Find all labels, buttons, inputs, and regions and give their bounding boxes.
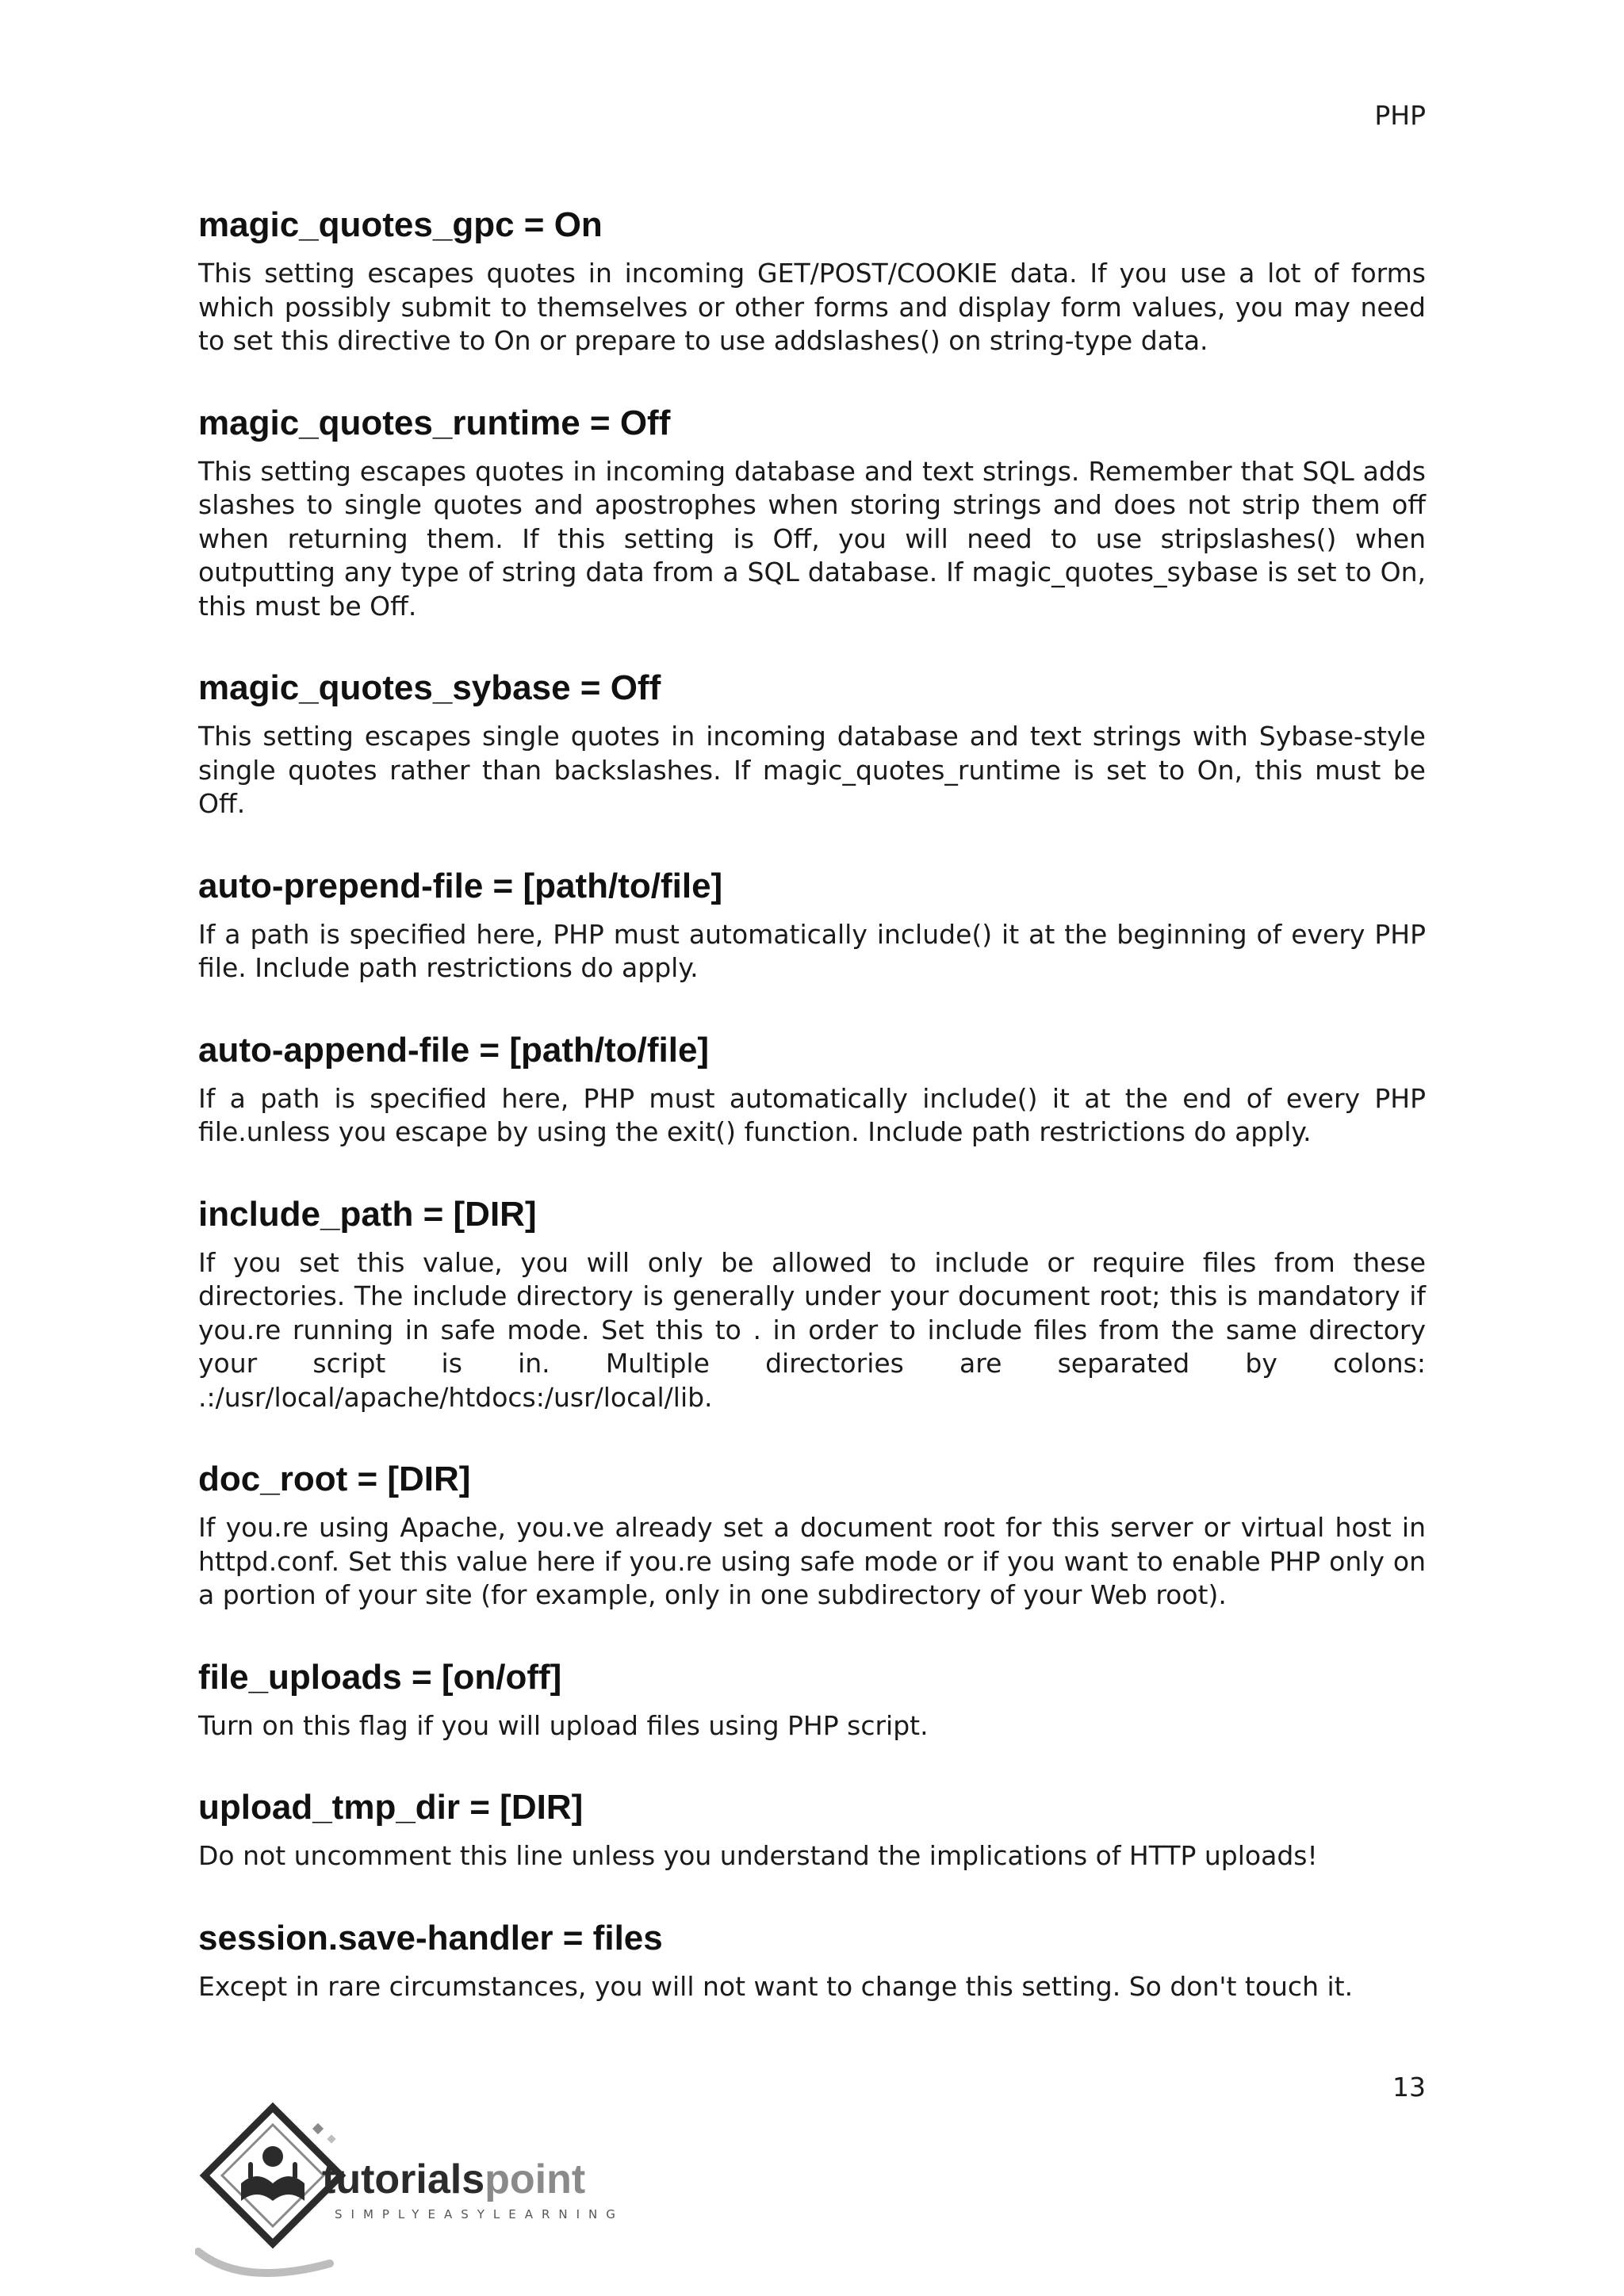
section-heading: include_path = [DIR] bbox=[198, 1194, 537, 1234]
section-paragraph: This setting escapes single quotes in incoming database and text strings with Sybase-style single quotes rather than backslashes. If magic_quotes_runtime is set to On, this must be Off. bbox=[198, 721, 1426, 819]
section-paragraph: If you.re using Apache, you.ve already set a document root for this server or virtual host in httpd.conf. Set this value here if you.re using safe mode or if you want to enable PHP only on a portion of your site (for example, only in one subdirectory of your Web root). bbox=[198, 1512, 1426, 1610]
section-paragraph: Do not uncomment this line unless you understand the implications of HTTP uploads! bbox=[198, 1840, 1318, 1871]
section-upload-tmp-dir bbox=[198, 1785, 1426, 1873]
section-heading: session.save-handler = files bbox=[198, 1918, 663, 1957]
section-magic-quotes-sybase bbox=[198, 666, 1426, 821]
section-paragraph: If you set this value, you will only be allowed to include or require files from these directories. The include directory is generally under your document root; this is mandatory if you.re running in safe mode. Set this to . in order to include files from the same directory your script is in. Multiple directories are separated by colons: .:/usr/local/apache/htdocs:/usr/local/lib. bbox=[198, 1246, 1426, 1413]
section-magic-quotes-gpc bbox=[198, 203, 1426, 358]
section-heading: auto-append-file = [path/to/file] bbox=[198, 1030, 710, 1070]
logo-wordmark: tutorialspoint bbox=[322, 2156, 586, 2202]
section-paragraph: Turn on this flag if you will upload files using PHP script. bbox=[198, 1709, 929, 1741]
logo-swoosh bbox=[198, 2252, 330, 2273]
section-heading: doc_root = [DIR] bbox=[198, 1460, 471, 1498]
section-auto-prepend-file bbox=[198, 864, 1426, 985]
section-magic-quotes-runtime bbox=[198, 401, 1426, 624]
section-paragraph: This setting escapes quotes in incoming GET/POST/COOKIE data. If you use a lot of forms which possibly submit to themselves or other forms and display form values, you may need to set this directive to On or prepare to use addslashes() on string-type data. bbox=[198, 258, 1426, 356]
document-body bbox=[198, 203, 1426, 2046]
logo-tagline: SIMPLYEASYLEARNING bbox=[335, 2207, 624, 2221]
section-file-uploads bbox=[198, 1655, 1426, 1743]
section-auto-append-file bbox=[198, 1028, 1426, 1150]
tutorialspoint-logo bbox=[195, 2101, 671, 2287]
section-heading: magic_quotes_gpc = On bbox=[198, 205, 603, 244]
section-paragraph: If a path is specified here, PHP must automatically include() it at the beginning of every PHP file. Include path restrictions do apply. bbox=[198, 918, 1426, 983]
section-session-save-handler bbox=[198, 1916, 1426, 2004]
running-header: PHP bbox=[1374, 100, 1426, 131]
section-doc-root bbox=[198, 1457, 1426, 1613]
section-paragraph: If a path is specified here, PHP must automatically include() it at the end of every PHP file.unless you escape by using the exit() function. Include path restrictions do apply. bbox=[198, 1082, 1426, 1147]
section-heading: magic_quotes_sybase = Off bbox=[198, 668, 661, 707]
page-number: 13 bbox=[1392, 2072, 1426, 2103]
logo-emblem-icon bbox=[205, 2107, 341, 2244]
section-heading: file_uploads = [on/off] bbox=[198, 1657, 562, 1697]
section-heading: magic_quotes_runtime = Off bbox=[198, 403, 671, 442]
section-paragraph: Except in rare circumstances, you will not want to change this setting. So don't touch it. bbox=[198, 1970, 1354, 2002]
section-include-path bbox=[198, 1192, 1426, 1415]
section-heading: upload_tmp_dir = [DIR] bbox=[198, 1788, 584, 1827]
section-paragraph: This setting escapes quotes in incoming database and text strings. Remember that SQL adds slashes to single quotes and apostrophes when storing strings and does not strip them off when returning them. If this setting is Off, you will need to use stripslashes() when outputting any type of string data from a SQL database. If magic_quotes_sybase is set to On, this must be Off. bbox=[198, 455, 1426, 622]
section-heading: auto-prepend-file = [path/to/file] bbox=[198, 866, 723, 905]
